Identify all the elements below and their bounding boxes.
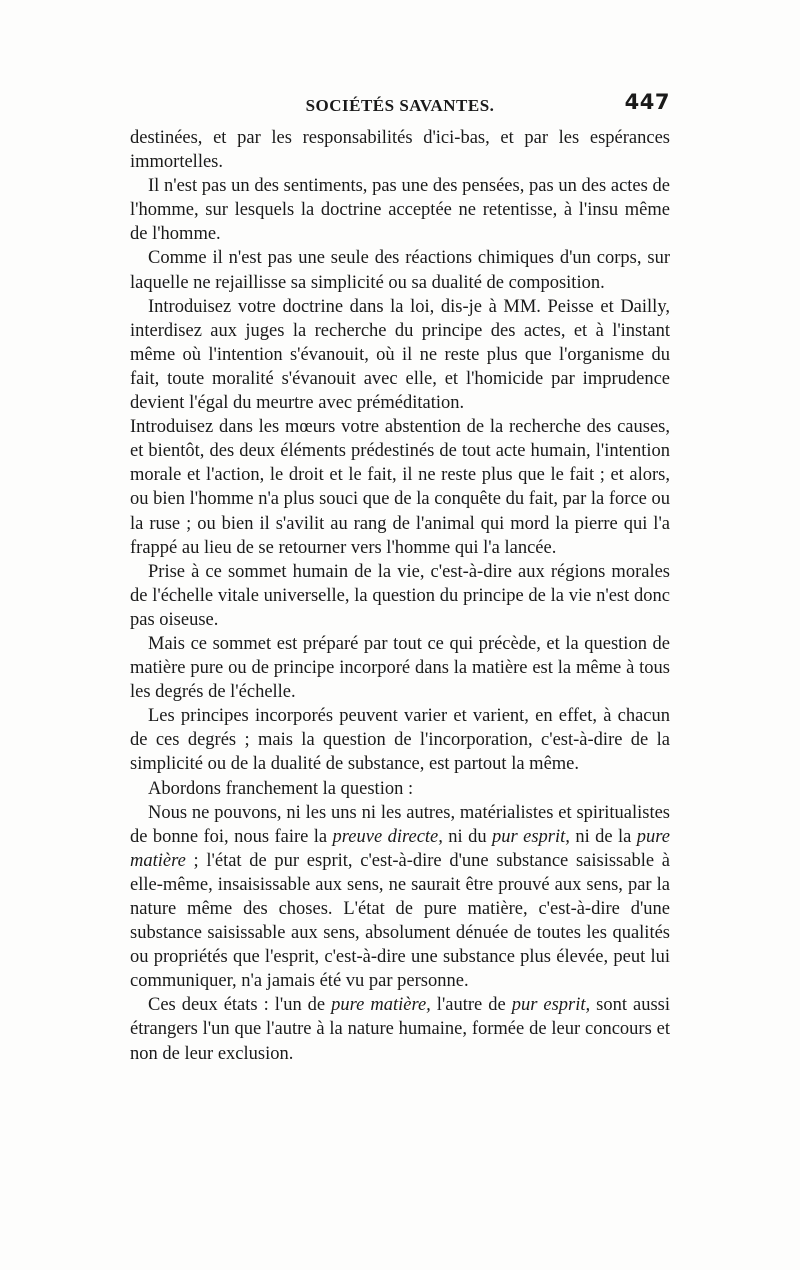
paragraph xyxy=(130,295,670,415)
italic-text: pure matière xyxy=(130,826,671,871)
italic-text: preuve directe, xyxy=(332,826,443,847)
text-run: sont aussi étrangers l'un que l'autre à la nature humaine, formée de leur concours et non de leur exclusion. xyxy=(130,995,670,1064)
text-run: Les principes incorporés peuvent varier et varient, en effet, à chacun de ces degrés ; mais la question de l'incorporation, c'est-à-dire de la simplicité ou de la dualité de substance, est partout la même. xyxy=(130,706,670,775)
text-run: ni de la xyxy=(569,826,637,847)
page-number: 447 xyxy=(624,90,670,114)
paragraph xyxy=(130,126,670,174)
text-run: Il n'est pas un des sentiments, pas une des pensées, pas un des actes de l'homme, sur lesquels la doctrine acceptée ne retentisse, à l'insu même de l'homme. xyxy=(130,176,670,245)
italic-text: pur esprit, xyxy=(511,995,591,1016)
paragraph xyxy=(130,993,670,1065)
text-run: Nous ne pouvons, ni les uns ni les autres, matérialistes et spiritualistes de bonne foi, nous faire la xyxy=(130,802,670,847)
paragraph xyxy=(130,560,670,632)
text-run: l'autre de xyxy=(430,995,512,1016)
paragraph xyxy=(130,777,670,801)
paragraph xyxy=(130,246,670,294)
text-run: Prise à ce sommet humain de la vie, c'est-à-dire aux régions morales de l'échelle vitale universelle, la question du principe de la vie n'est donc pas oiseuse. xyxy=(130,561,670,630)
text-block xyxy=(130,90,670,1066)
paragraph xyxy=(130,801,670,994)
running-title: SOCIÉTÉS SAVANTES. xyxy=(305,96,495,115)
text-run: destinées, et par les responsabilités d'ici-bas, et par les espérances immortelles. xyxy=(130,128,670,173)
paragraph xyxy=(130,632,670,704)
paragraph xyxy=(130,704,670,776)
text-run: Mais ce sommet est préparé par tout ce qui précède, et la question de matière pure ou de principe incorporé dans la matière est la même à tous les degrés de l'échelle. xyxy=(130,633,670,703)
paragraph xyxy=(130,174,670,246)
text-run: Ces deux états : l'un de xyxy=(148,995,332,1016)
body-text xyxy=(130,126,670,1066)
paragraph xyxy=(130,415,670,560)
text-run: Introduisez dans les mœurs votre abstention de la recherche des causes, et bientôt, des deux éléments prédestinés de tout acte humain, l'intention morale et l'action, le droit et le fait, il ne reste plus que le fait ; et alors, ou bien l'homme n'a plus souci que de la conquête du fait, par la force ou la ruse ; ou bien il s'avilit au rang de l'animal qui mord la pierre qui l'a frappé au lieu de se retourner vers l'homme qui l'a lancée. xyxy=(130,417,670,558)
text-run: ; l'état de pur esprit, c'est-à-dire d'une substance saisissable à elle-même, insaisissable aux sens, ne saurait être prouvé aux sens, par la nature même des choses. L'état de pure matière, c'est-à-dire d'une substance saisissable aux sens, absolument dénuée de toutes les qualités ou propriétés que l'esprit, c'est-à-dire une substance plus élevée, peut lui communiquer, n'a jamais été vu par personne. xyxy=(130,850,670,992)
running-head xyxy=(130,90,670,126)
italic-text: pure matière, xyxy=(331,995,431,1016)
text-run: Abordons franchement la question : xyxy=(148,778,414,799)
text-run: Comme il n'est pas une seule des réactions chimiques d'un corps, sur laquelle ne rejaillisse sa simplicité ou sa dualité de composition. xyxy=(130,248,670,293)
text-run: ni du xyxy=(442,826,493,847)
text-run: Introduisez votre doctrine dans la loi, dis-je à MM. Peisse et Dailly, interdisez aux juges la recherche du principe des actes, et à l'instant même où l'intention s'évanouit, où il ne reste plus que l'organisme du fait, toute moralité s'évanouit avec elle, et l'homicide par imprudence devient l'égal du meurtre avec préméditation. xyxy=(130,296,670,414)
italic-text: pur esprit, xyxy=(492,826,570,847)
